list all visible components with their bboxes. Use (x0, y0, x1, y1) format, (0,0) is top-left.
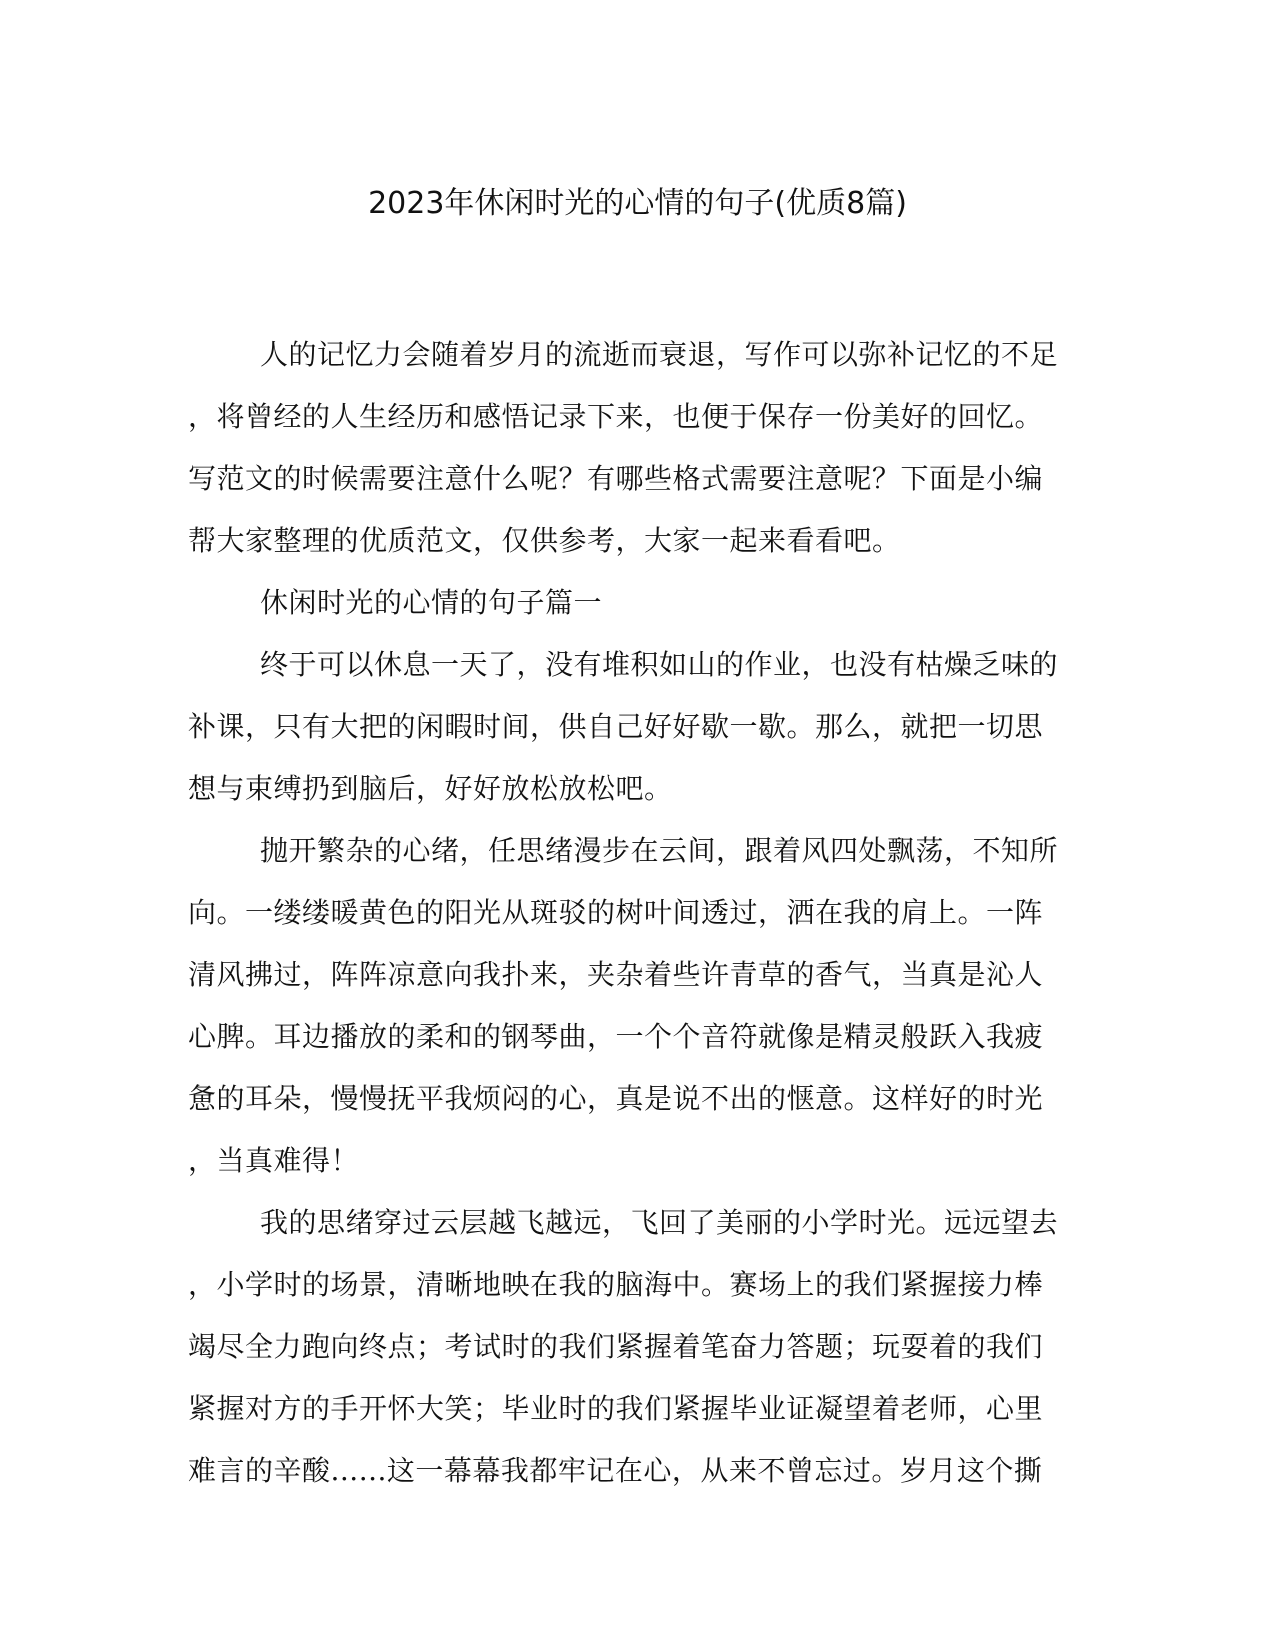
text-line: 心脾。耳边播放的柔和的钢琴曲，一个个音符就像是精灵般跃入我疲 (188, 1020, 1044, 1053)
text-line: ，将曾经的人生经历和感悟记录下来，也便于保存一份美好的回忆。 (188, 400, 1044, 433)
text-line: 写范文的时候需要注意什么呢？有哪些格式需要注意呢？下面是小编 (188, 462, 1044, 495)
text-line: 抛开繁杂的心绪，任思绪漫步在云间，跟着风四处飘荡，不知所 (260, 834, 1059, 867)
text-line: 帮大家整理的优质范文，仅供参考，大家一起来看看吧。 (188, 524, 901, 557)
document-title: 2023年休闲时光的心情的句子(优质8篇) (368, 186, 907, 221)
text-line: 难言的辛酸......这一幕幕我都牢记在心，从来不曾忘过。岁月这个撕 (188, 1454, 1043, 1487)
text-line: 终于可以休息一天了，没有堆积如山的作业，也没有枯燥乏味的 (260, 648, 1059, 681)
text-line: 竭尽全力跑向终点；考试时的我们紧握着笔奋力答题；玩耍着的我们 (188, 1330, 1044, 1363)
text-line: 补课，只有大把的闲暇时间，供自己好好歇一歇。那么，就把一切思 (188, 710, 1044, 743)
text-line: 清风拂过，阵阵凉意向我扑来，夹杂着些许青草的香气，当真是沁人 (188, 958, 1044, 991)
text-line: 紧握对方的手开怀大笑；毕业时的我们紧握毕业证凝望着老师，心里 (188, 1392, 1044, 1425)
text-line: 我的思绪穿过云层越飞越远，飞回了美丽的小学时光。远远望去 (260, 1206, 1059, 1239)
text-line: 人的记忆力会随着岁月的流逝而衰退，写作可以弥补记忆的不足 (260, 338, 1059, 371)
text-line: ，当真难得！ (188, 1144, 360, 1177)
text-line: 想与束缚扔到脑后，好好放松放松吧。 (188, 772, 673, 805)
document-body (188, 324, 1088, 1502)
text-line: 休闲时光的心情的句子篇一 (260, 586, 603, 619)
text-line: 向。一缕缕暖黄色的阳光从斑驳的树叶间透过，洒在我的肩上。一阵 (188, 896, 1044, 929)
text-line: 惫的耳朵，慢慢抚平我烦闷的心，真是说不出的惬意。这样好的时光 (188, 1082, 1044, 1115)
text-line: ，小学时的场景，清晰地映在我的脑海中。赛场上的我们紧握接力棒 (188, 1268, 1044, 1301)
